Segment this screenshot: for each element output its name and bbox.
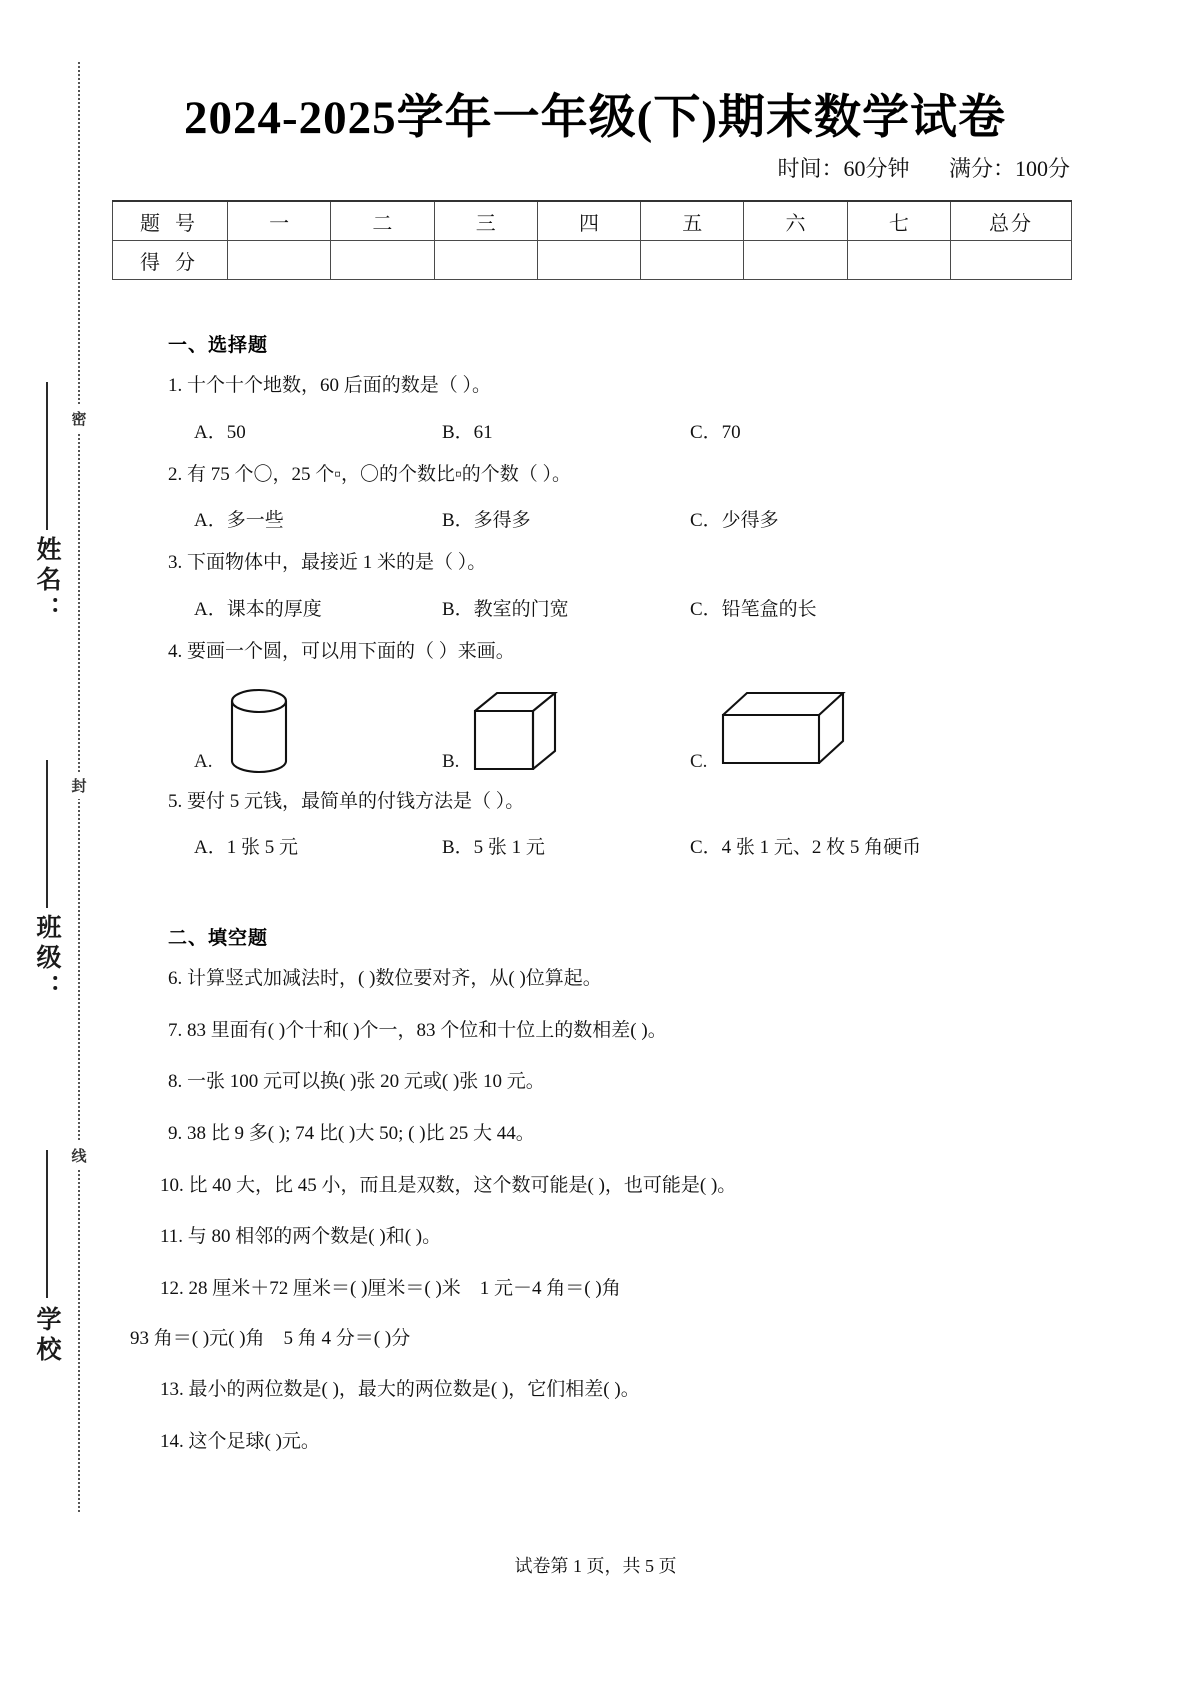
page-footer: 试卷第 1 页，共 5 页 [514,1556,677,1576]
school-field-rule [46,1150,48,1298]
question-4-options [194,683,1068,775]
question-1-text: 1. 十个十个地数，60 后面的数是（ ）。 [168,375,492,396]
table-row-question-numbers [113,201,1072,241]
seal-char-xian: 线 [64,1142,94,1169]
field-label-school: 学校 [33,1306,60,1366]
score-cell-7[interactable] [847,241,950,280]
section-spacer [168,877,1068,923]
table-row-scores [113,241,1072,280]
score-cell-2[interactable] [331,241,434,280]
field-label-class: 班级： [33,914,60,1004]
question-10-text[interactable]: 10. 比 40 大，比 45 小，而且是双数，这个数可能是( )，也可能是( )。 [160,1174,737,1196]
question-1-option-b[interactable]: B．61 [442,421,493,443]
question-1-option-c[interactable]: C．70 [690,421,741,443]
question-2-option-b[interactable]: B．多得多 [442,510,531,532]
question-5-options [194,832,1068,859]
exam-duration: 时间：60分钟 [777,156,910,181]
question-12-text[interactable]: 12. 28 厘米＋72 厘米＝( )厘米＝( )米 1 元－4 角＝( )角 [160,1278,621,1300]
score-cell-6[interactable] [744,241,847,280]
score-cell-1[interactable] [228,241,331,280]
question-11-text[interactable]: 11. 与 80 相邻的两个数是( )和( )。 [160,1226,442,1248]
score-cell-5[interactable] [641,241,744,280]
question-3-option-c[interactable]: C．铅笔盒的长 [690,598,817,620]
cylinder-icon [220,687,298,775]
section-heading-fill-blank: 二、填空题 [168,928,269,950]
exam-total-score: 满分：100分 [948,156,1070,181]
seal-char-mi: 密 [64,405,94,432]
question-9-text[interactable]: 9. 38 比 9 多( ); 74 比( )大 50; ( )比 25 大 44。 [168,1123,535,1145]
question-4-text: 4. 要画一个圆，可以用下面的（ ）来画。 [168,640,515,662]
row-label-score: 得 分 [113,241,228,280]
question-4-option-c[interactable] [690,687,847,775]
score-table [112,200,1072,280]
question-4-label-c: C. [690,750,708,772]
col-header-7: 七 [847,201,950,241]
question-4-label-a: A. [194,750,213,772]
question-5-text: 5. 要付 5 元钱，最简单的付钱方法是（ ）。 [168,790,525,812]
cuboid-icon [715,687,847,775]
question-2-options [194,505,1068,532]
exam-meta [110,152,1070,183]
question-4-option-b[interactable] [442,687,690,775]
question-2-text: 2. 有 75 个〇，25 个▫，〇的个数比▫的个数（ ）。 [168,463,571,485]
cube-icon [467,687,561,775]
question-4-option-a[interactable] [194,687,442,775]
name-field-rule [46,382,48,530]
question-3-text: 3. 下面物体中，最接近 1 米的是（ ）。 [168,552,487,574]
question-3-options [194,594,1068,621]
field-label-name: 姓名： [33,536,60,626]
page-title: 2024-2025学年一年级(下)期末数学试卷 [184,92,1006,144]
question-6-text[interactable]: 6. 计算竖式加减法时，( )数位要对齐，从( )位算起。 [168,968,602,990]
col-header-6: 六 [744,201,847,241]
col-header-3: 三 [434,201,537,241]
question-1-option-a[interactable]: A．50 [194,421,246,443]
seal-char-feng: 封 [64,772,94,799]
question-3-option-a[interactable]: A．课本的厚度 [194,598,322,620]
class-field-rule [46,760,48,908]
col-header-4: 四 [537,201,640,241]
section-heading-choice: 一、选择题 [168,335,269,356]
question-5-option-c[interactable]: C．4 张 1 元、2 枚 5 角硬币 [690,837,922,859]
score-cell-4[interactable] [537,241,640,280]
col-header-5: 五 [641,201,744,241]
score-cell-3[interactable] [434,241,537,280]
question-5-option-b[interactable]: B．5 张 1 元 [442,837,545,859]
question-7-text[interactable]: 7. 83 里面有( )个十和( )个一，83 个位和十位上的数相差( )。 [168,1019,667,1041]
seal-sidebar [0,0,110,1684]
col-header-total: 总分 [951,201,1072,241]
question-2-option-c[interactable]: C．少得多 [690,510,779,532]
col-header-1: 一 [228,201,331,241]
question-5-option-a[interactable]: A．1 张 5 元 [194,837,298,859]
question-4-label-b: B. [442,750,460,772]
question-8-text[interactable]: 8. 一张 100 元可以换( )张 20 元或( )张 10 元。 [168,1071,545,1093]
question-1-options [194,417,1068,444]
question-2-option-a[interactable]: A．多一些 [194,510,284,532]
score-cell-total[interactable] [951,241,1072,280]
col-header-2: 二 [331,201,434,241]
question-13-text[interactable]: 13. 最小的两位数是( )，最大的两位数是( )，它们相差( )。 [160,1379,640,1401]
exam-content [130,330,1068,1481]
question-3-option-b[interactable]: B．教室的门宽 [442,598,569,620]
row-label-question-number: 题 号 [113,201,228,241]
question-14-text[interactable]: 14. 这个足球( )元。 [160,1430,320,1452]
question-12-continuation[interactable]: 93 角＝( )元( )角 5 角 4 分＝( )分 [130,1327,411,1349]
